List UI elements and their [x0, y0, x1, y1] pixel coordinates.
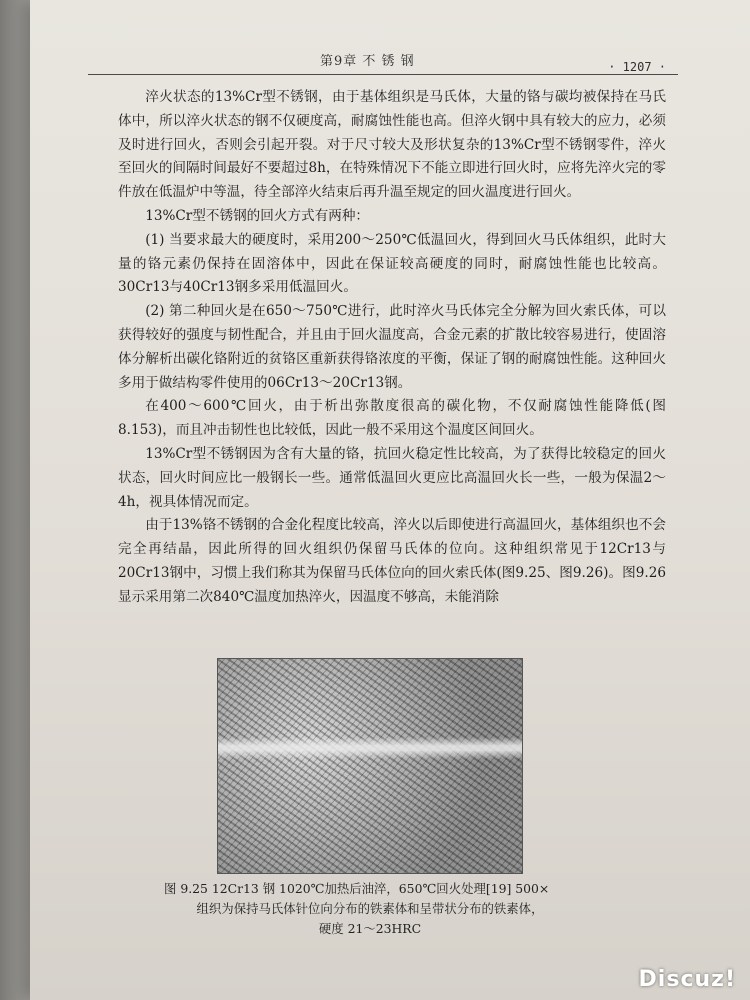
paragraph: (1) 当要求最大的硬度时，采用200～250℃低温回火，得到回火马氏体组织，此时大量的铬元素仍保持在固溶体中，因此在保证较高硬度的同时，耐腐蚀性能也比较高。30Cr13与40Cr13钢多采用低温回火。 — [118, 231, 666, 296]
site-watermark: Discuz! — [638, 967, 736, 992]
paragraph: (2) 第二种回火是在650～750℃进行，此时淬火马氏体完全分解为回火索氏体，可以获得较好的强度与韧性配合，并且由于回火温度高，合金元素的扩散比较容易进行，使固溶体分解析出碳化铬附近的贫铬区重新获得铬浓度的平衡，保证了钢的耐腐蚀性能。这种回火多用于做结构零件使用的06Cr13～20Cr13钢。 — [118, 303, 666, 391]
body-text — [118, 86, 666, 610]
micrograph-figure — [217, 658, 523, 874]
page-number: · 1207 · — [608, 60, 666, 74]
paragraph: 淬火状态的13%Cr型不锈钢，由于基体组织是马氏体，大量的铬与碳均被保持在马氏体中，所以淬火状态的钢不仅硬度高，耐腐蚀性能也高。但淬火钢中具有较大的应力，必须及时进行回火，否则会引起开裂。对于尺寸较大及形状复杂的13%Cr型不锈钢零件，淬火至回火的间隔时间最好不要超过8h，在特殊情况下不能立即进行回火时，应将先淬火完的零件放在低温炉中等温，待全部淬火结束后再升温至规定的回火温度进行回火。 — [118, 89, 666, 201]
book-spine-edge — [0, 0, 30, 1000]
paragraph: 在400～600℃回火，由于析出弥散度很高的碳化物，不仅耐腐蚀性能降低(图8.153)，而且冲击韧性也比较低，因此一般不采用这个温度区间回火。 — [118, 398, 666, 439]
paragraph: 13%Cr型不锈钢的回火方式有两种： — [145, 207, 370, 224]
caption-line-2: 组织为保持马氏体针位向分布的铁素体和呈带状分布的铁素体， — [196, 901, 544, 916]
paragraph: 13%Cr型不锈钢因为含有大量的铬，抗回火稳定性比较高，为了获得比较稳定的回火状态，回火时间应比一般钢长一些。通常低温回火更应比高温回火长一些，一般为保温2～4h，视具体情况而定。 — [118, 445, 666, 510]
figure-caption — [150, 879, 590, 939]
caption-line-3: 硬度 21～23HRC — [318, 921, 422, 936]
header-rule — [88, 74, 678, 75]
caption-line-1: 图 9.25 12Cr13 钢 1020℃加热后油淬，650℃回火处理[19] 500× — [164, 881, 550, 896]
paragraph: 由于13%铬不锈钢的合金化程度比较高，淬火以后即使进行高温回火，基体组织也不会完全再结晶，因此所得的回火组织仍保留马氏体的位向。这种组织常见于12Cr13与20Cr13钢中，习惯上我们称其为保留马氏体位向的回火索氏体(图9.25、图9.26)。图9.26显示采用第二次840℃温度加热淬火，因温度不够高，未能消除 — [118, 517, 666, 605]
page-header — [88, 46, 700, 72]
chapter-title: 第9章 不 锈 钢 — [320, 54, 415, 69]
ferrite-band — [218, 737, 522, 759]
